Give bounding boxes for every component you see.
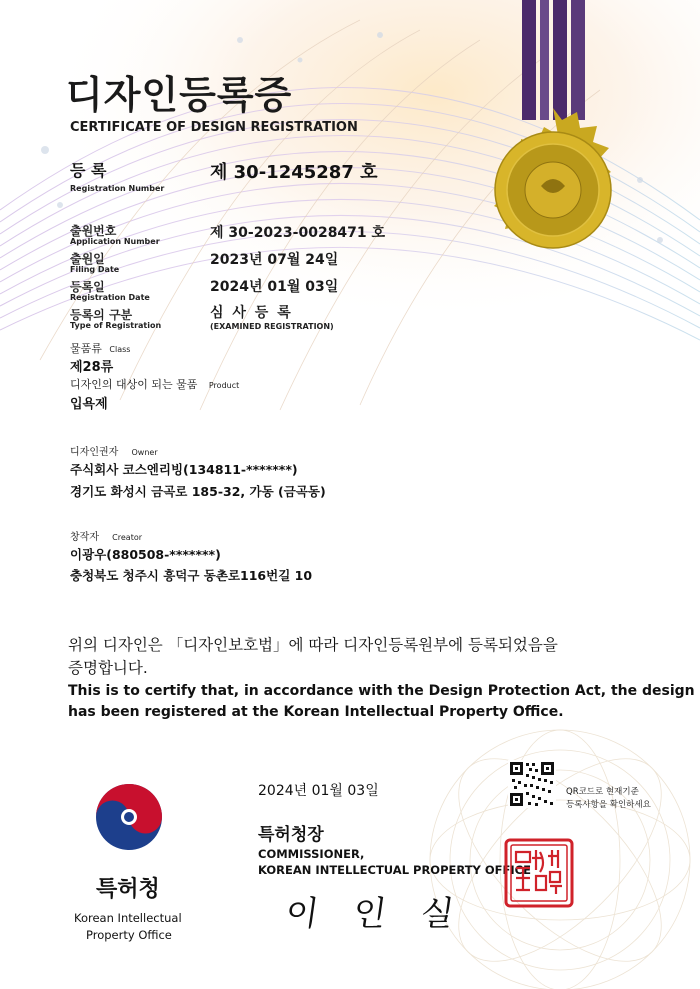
owner-label-english: Owner	[131, 448, 158, 457]
registration-label-english: Registration Number	[70, 184, 165, 193]
class-label-english: Class	[109, 345, 131, 354]
class-value: 제28류	[70, 360, 114, 375]
registration-label: 등 록	[70, 161, 107, 180]
certificate-title: 디자인등록증	[66, 73, 293, 117]
commissioner-english-line-1: COMMISSIONER,	[258, 847, 365, 861]
qr-code-icon[interactable]	[508, 760, 556, 808]
owner-name: 주식회사 코스엔리빙(134811-*******)	[70, 462, 298, 477]
commissioner-title: 특허청장	[258, 825, 324, 845]
creator-label-english: Creator	[112, 533, 143, 542]
statement-english-line-1: This is to certify that, in accordance with the Design Protection Act, the design	[68, 683, 695, 699]
filing-date-label-english: Filing Date	[70, 265, 120, 274]
creator-label-ko: 창작자	[70, 532, 99, 543]
qr-note-line-1: QR코드로 현재기준	[566, 787, 639, 797]
registration-type-label: 등록의 구분	[70, 308, 133, 322]
registration-type: 심 사 등 록	[210, 305, 293, 321]
application-label: 출원번호	[70, 224, 117, 238]
commissioner-english-line-2: KOREAN INTELLECTUAL PROPERTY OFFICE	[258, 863, 531, 877]
creator-address: 충청북도 청주시 흥덕구 동촌로116번길 10	[70, 568, 313, 583]
statement-korean-line-1: 위의 디자인은 「디자인보호법」에 따라 디자인등록원부에 등록되었음을	[68, 636, 558, 654]
owner-address: 경기도 화성시 금곡로 185-32, 가동 (금곡동)	[70, 484, 326, 499]
registration-date-label: 등록일	[70, 280, 105, 294]
owner-label	[70, 443, 158, 458]
product-value: 입욕제	[70, 397, 108, 412]
gold-seal	[468, 0, 638, 270]
owner-label-ko: 디자인권자	[70, 447, 119, 458]
kipo-logo-icon	[92, 780, 166, 854]
application-label-english: Application Number	[70, 237, 160, 246]
product-label-english: Product	[208, 381, 240, 390]
office-name-english-line-2: Property Office	[86, 928, 172, 942]
office-name-english-line-1: Korean Intellectual	[74, 911, 182, 925]
product-label-ko: 디자인의 대상이 되는 물품	[70, 378, 198, 391]
class-label-ko: 물품류	[70, 342, 102, 355]
creator-label	[70, 528, 142, 543]
registration-type-label-english: Type of Registration	[70, 321, 162, 330]
commissioner-signature: 이 인 실	[282, 894, 469, 934]
office-name-korean: 특허청	[96, 877, 160, 902]
issue-date: 2024년 01월 03일	[258, 783, 379, 799]
registration-date: 2024년 01월 03일	[210, 279, 339, 295]
registration-date-label-english: Registration Date	[70, 293, 150, 302]
qr-note-line-2: 등록사항을 확인하세요	[566, 800, 651, 810]
filing-date-label: 출원일	[70, 252, 105, 266]
certificate-title-english: CERTIFICATE OF DESIGN REGISTRATION	[70, 120, 358, 135]
product-label	[70, 376, 239, 392]
class-label	[70, 340, 130, 356]
statement-korean-line-2: 증명합니다.	[68, 659, 148, 677]
application-number: 제 30-2023-0028471 호	[210, 225, 386, 241]
official-stamp-icon	[504, 838, 574, 908]
registration-type-english: (EXAMINED REGISTRATION)	[210, 322, 334, 331]
statement-english-line-2: has been registered at the Korean Intellectual Property Office.	[68, 704, 564, 720]
creator-name: 이광우(880508-*******)	[70, 547, 221, 562]
filing-date: 2023년 07월 24일	[210, 252, 339, 268]
registration-number: 제 30-1245287 호	[210, 162, 378, 183]
